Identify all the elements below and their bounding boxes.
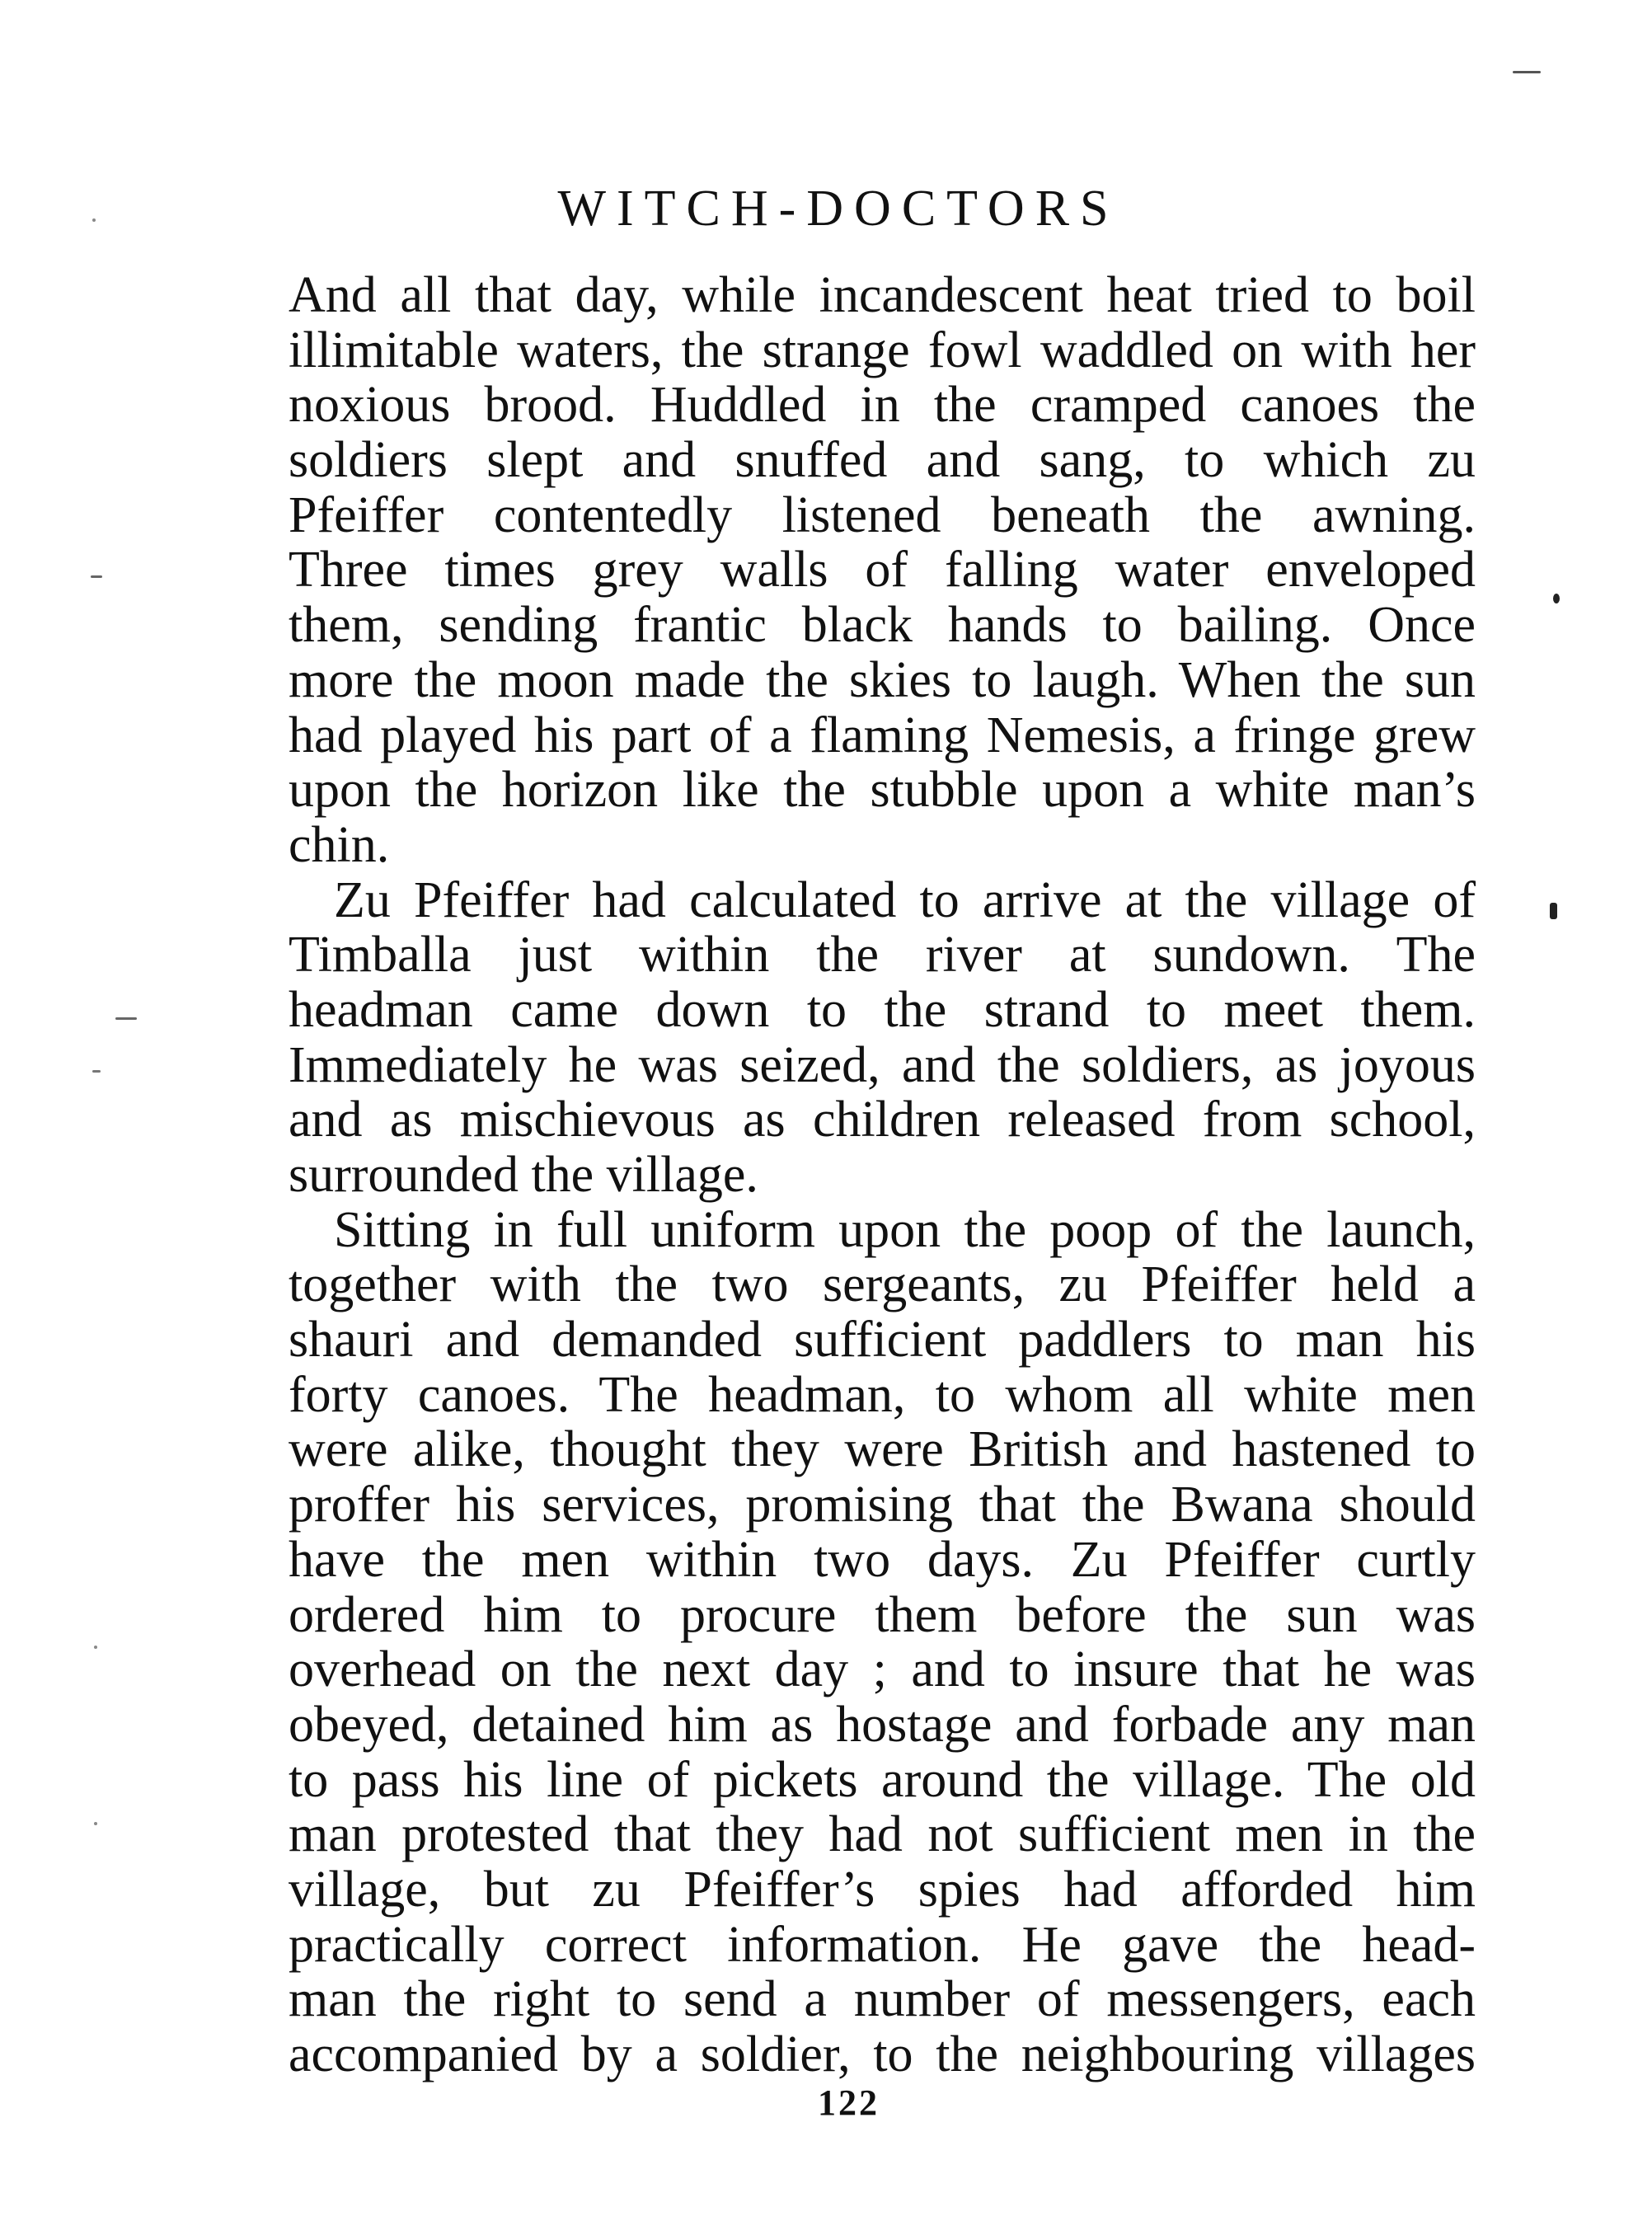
text-line: shauri and demanded sufficient paddlers to man his: [289, 1312, 1476, 1369]
scan-speck: [1513, 71, 1541, 73]
body-text: [289, 268, 1476, 2082]
text-line: man protested that they had not sufficient men in the: [289, 1806, 1476, 1863]
text-line: forty canoes. The headman, to whom all white men: [289, 1366, 1476, 1423]
text-line: headman came down to the strand to meet them.: [289, 981, 1476, 1038]
text-line: together with the two sergeants, zu Pfeiffer held a: [289, 1256, 1476, 1313]
text-line: chin.: [289, 816, 390, 873]
scan-speck: [94, 1822, 97, 1825]
text-line: surrounded the village.: [289, 1147, 758, 1203]
text-line: obeyed, detained him as hostage and forbade any man: [289, 1696, 1476, 1753]
text-line: accompanied by a soldier, to the neighbouring villages: [289, 2026, 1476, 2082]
text-line: And all that day, while incandescent heat tried to boil: [289, 267, 1476, 323]
page-number: 122: [818, 2082, 880, 2123]
text-line: and as mischievous as children released from school,: [289, 1092, 1476, 1148]
running-head: WITCH-DOCTORS: [557, 181, 1119, 237]
text-line: man the right to send a number of messengers, each: [289, 1971, 1476, 2028]
scan-speck: [92, 218, 96, 222]
text-line: were alike, thought they were British and hastened to: [289, 1421, 1476, 1478]
text-line: Zu Pfeiffer had calculated to arrive at the village of: [334, 871, 1476, 928]
text-line: practically correct information. He gave the head-: [289, 1916, 1476, 1973]
text-line: have the men within two days. Zu Pfeiffer curtly: [289, 1531, 1476, 1588]
text-line: noxious brood. Huddled in the cramped canoes the: [289, 377, 1476, 434]
text-line: village, but zu Pfeiffer’s spies had afforded him: [289, 1861, 1476, 1918]
text-line: to pass his line of pickets around the village. The old: [289, 1751, 1476, 1808]
scan-speck: [115, 1017, 137, 1020]
text-line: ordered him to procure them before the sun was: [289, 1586, 1476, 1643]
scan-speck: [92, 1070, 101, 1073]
text-line: had played his part of a flaming Nemesis, a fringe grew: [289, 707, 1476, 763]
text-line: more the moon made the skies to laugh. When the sun: [289, 651, 1476, 708]
text-line: soldiers slept and snuffed and sang, to which zu: [289, 432, 1476, 489]
text-line: illimitable waters, the strange fowl waddled on with her: [289, 322, 1476, 378]
text-line: upon the horizon like the stubble upon a white man’s: [289, 762, 1476, 819]
text-line: overhead on the next day ; and to insure that he was: [289, 1641, 1476, 1698]
text-line: proffer his services, promising that the Bwana should: [289, 1477, 1476, 1533]
text-line: Timballa just within the river at sundown. The: [289, 927, 1476, 984]
text-line: Three times grey walls of falling water enveloped: [289, 542, 1476, 599]
text-line: Pfeiffer contentedly listened beneath the awning.: [289, 486, 1476, 543]
scan-speck: [1553, 594, 1560, 603]
scan-speck: [94, 1646, 97, 1649]
scan-speck: [1550, 903, 1557, 919]
text-line: Immediately he was seized, and the soldiers, as joyous: [289, 1036, 1476, 1093]
text-line: Sitting in full uniform upon the poop of the launch,: [334, 1201, 1476, 1258]
text-line: them, sending frantic black hands to bailing. Once: [289, 597, 1476, 654]
scan-speck: [91, 575, 102, 578]
